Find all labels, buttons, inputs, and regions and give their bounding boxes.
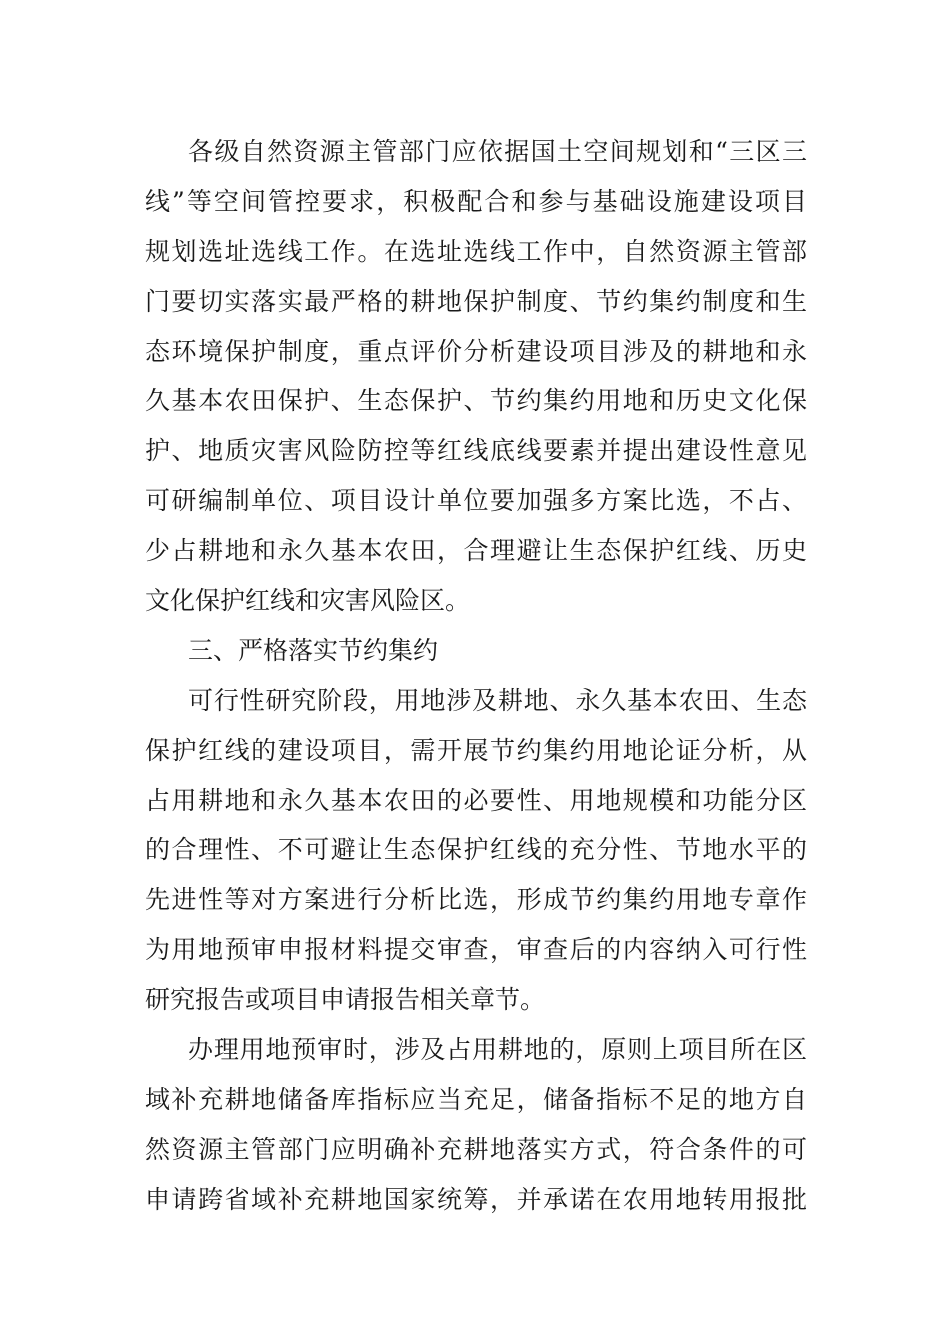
paragraph-1-line-1: 各级自然资源主管部门应依据国土空间规划和“三区三 xyxy=(188,137,807,166)
paragraph-1-line-8: 可研编制单位、项目设计单位要加强多方案比选，不占、 xyxy=(145,486,807,516)
paragraph-1-line-9: 少占耕地和永久基本农田，合理避让生态保护红线、历史 xyxy=(145,536,807,566)
paragraph-2-line-6: 为用地预审申报材料提交审查，审查后的内容纳入可行性 xyxy=(145,935,807,965)
paragraph-1-line-3: 规划选址选线工作。在选址选线工作中，自然资源主管部 xyxy=(145,236,807,266)
paragraph-3-line-2: 域补充耕地储备库指标应当充足，储备指标不足的地方自 xyxy=(145,1084,807,1114)
paragraph-2-line-1: 可行性研究阶段，用地涉及耕地、永久基本农田、生态 xyxy=(188,685,807,715)
paragraph-1-line-10: 文化保护红线和灾害风险区。 xyxy=(145,586,471,616)
paragraph-2-line-4: 的合理性、不可避让生态保护红线的充分性、节地水平的 xyxy=(145,835,807,865)
paragraph-1-line-6: 久基本农田保护、生态保护、节约集约用地和历史文化保 xyxy=(145,386,807,416)
section-heading: 三、严格落实节约集约 xyxy=(188,635,439,665)
paragraph-2-line-7: 研究报告或项目申请报告相关章节。 xyxy=(145,985,546,1015)
paragraph-1-line-5: 态环境保护制度，重点评价分析建设项目涉及的耕地和永 xyxy=(145,336,807,366)
paragraph-3-line-1: 办理用地预审时，涉及占用耕地的，原则上项目所在区 xyxy=(188,1035,807,1065)
paragraph-2-line-2: 保护红线的建设项目，需开展节约集约用地论证分析，从 xyxy=(145,735,807,765)
document-body xyxy=(145,127,807,1225)
paragraph-1-line-4: 门要切实落实最严格的耕地保护制度、节约集约制度和生 xyxy=(145,286,807,316)
paragraph-1-line-7: 护、地质灾害风险防控等红线底线要素并提出建设性意见 xyxy=(145,436,807,466)
paragraph-2-line-5: 先进性等对方案进行分析比选，形成节约集约用地专章作 xyxy=(145,885,807,915)
paragraph-3-line-3: 然资源主管部门应明确补充耕地落实方式，符合条件的可 xyxy=(145,1134,807,1164)
paragraph-3-line-4: 申请跨省域补充耕地国家统筹，并承诺在农用地转用报批 xyxy=(145,1184,807,1214)
paragraph-1-line-2: 线”等空间管控要求，积极配合和参与基础设施建设项目 xyxy=(145,186,807,216)
paragraph-2-line-3: 占用耕地和永久基本农田的必要性、用地规模和功能分区 xyxy=(145,785,807,815)
